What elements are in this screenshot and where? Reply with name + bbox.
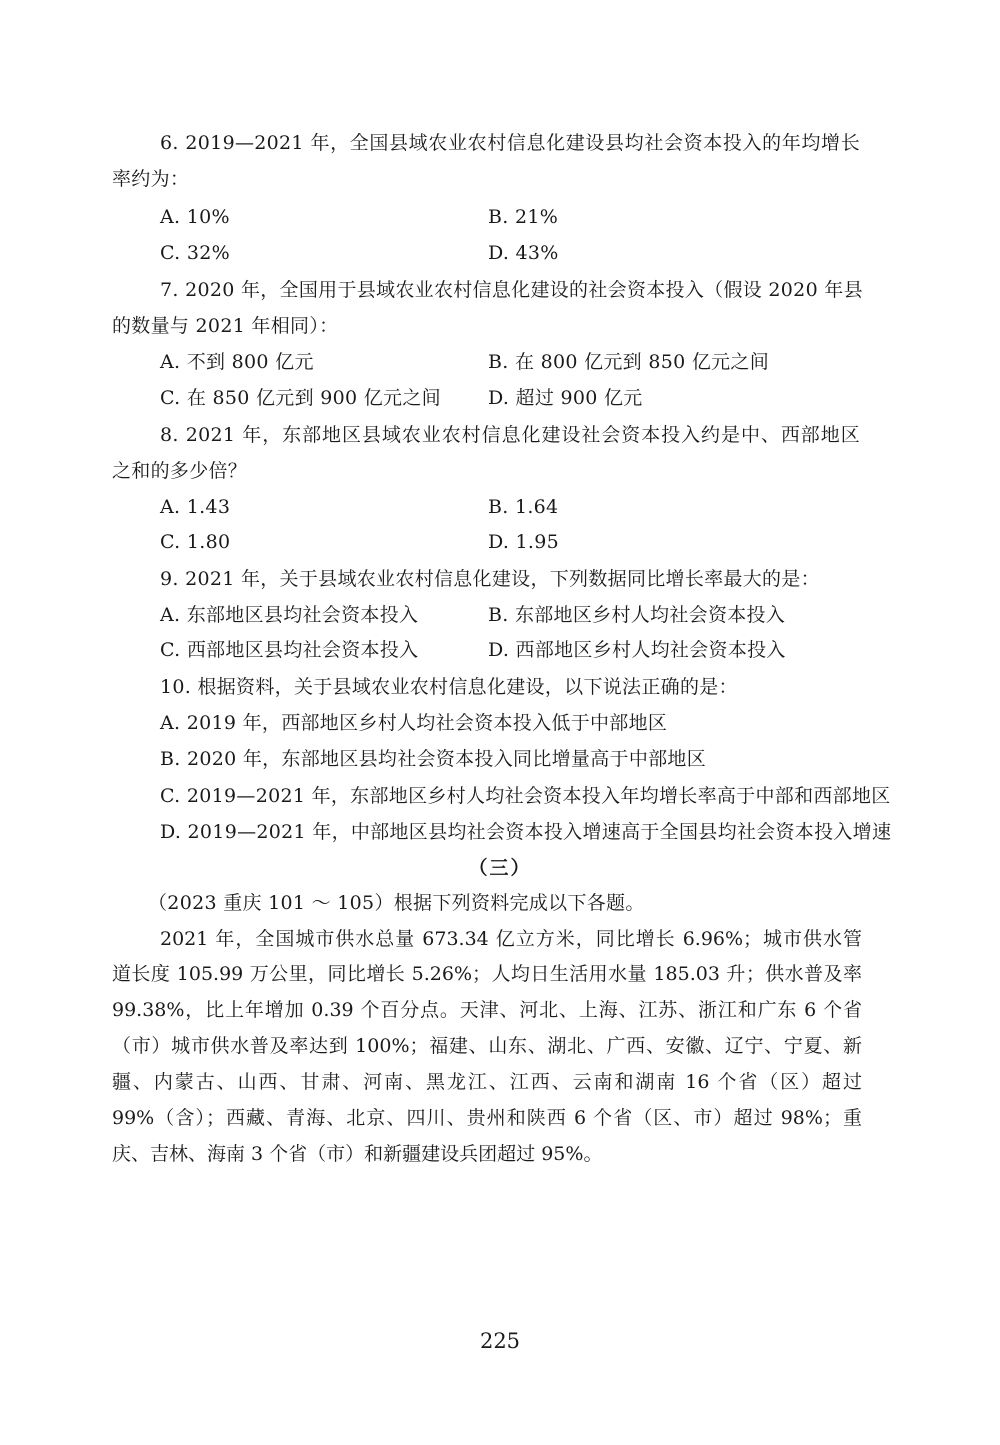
- q9-option-d: D. 西部地区乡村人均社会资本投入: [488, 639, 786, 661]
- q10-stem-line1: 10. 根据资料，关于县域农业农村信息化建设，以下说法正确的是：: [160, 676, 738, 698]
- paragraph-line: 2021 年，全国城市供水总量 673.34 亿立方米，同比增长 6.96%；城市供水管: [160, 928, 862, 950]
- q9-option-c: C. 西部地区县均社会资本投入: [160, 639, 419, 661]
- q7-stem-line1: 7. 2020 年，全国用于县域农业农村信息化建设的社会资本投入（假设 2020 年县: [160, 279, 863, 301]
- q6-option-d: D. 43%: [488, 242, 559, 264]
- q9-option-a: A. 东部地区县均社会资本投入: [160, 604, 419, 626]
- q8-stem-line1: 8. 2021 年，东部地区县域农业农村信息化建设社会资本投入约是中、西部地区: [160, 424, 860, 446]
- q7-option-b: B. 在 800 亿元到 850 亿元之间: [488, 351, 770, 373]
- q8-option-c: C. 1.80: [160, 531, 231, 553]
- q6-stem-line2: 率约为：: [112, 168, 190, 190]
- paragraph-line: 道长度 105.99 万公里，同比增长 5.26%；人均日生活用水量 185.03 升；供水普及率: [112, 963, 862, 985]
- section-title: （三）: [468, 857, 532, 879]
- q10-option-c: C. 2019—2021 年，东部地区乡村人均社会资本投入年均增长率高于中部和西部地区: [160, 785, 891, 807]
- paragraph-line: 疆、内蒙古、山西、甘肃、河南、黑龙江、江西、云南和湖南 16 个省（区）超过: [112, 1071, 862, 1093]
- q7-option-d: D. 超过 900 亿元: [488, 387, 643, 409]
- q8-option-a: A. 1.43: [160, 496, 231, 518]
- q10-option-b: B. 2020 年，东部地区县均社会资本投入同比增量高于中部地区: [160, 748, 707, 770]
- q6-option-c: C. 32%: [160, 242, 230, 264]
- q8-stem-line2: 之和的多少倍？: [112, 460, 248, 482]
- q9-stem-line1: 9. 2021 年，关于县域农业农村信息化建设，下列数据同比增长率最大的是：: [160, 568, 820, 590]
- paragraph-line: 庆、吉林、海南 3 个省（市）和新疆建设兵团超过 95%。: [112, 1143, 603, 1165]
- q6-option-b: B. 21%: [488, 206, 559, 228]
- q8-option-b: B. 1.64: [488, 496, 559, 518]
- q9-option-b: B. 东部地区乡村人均社会资本投入: [488, 604, 786, 626]
- q7-option-c: C. 在 850 亿元到 900 亿元之间: [160, 387, 441, 409]
- q10-option-d: D. 2019—2021 年，中部地区县均社会资本投入增速高于全国县均社会资本投入增速: [160, 821, 892, 843]
- paragraph-line: 99.38%，比上年增加 0.39 个百分点。天津、河北、上海、江苏、浙江和广东 6 个省: [112, 999, 862, 1021]
- page-number: 225: [479, 1329, 521, 1353]
- q7-option-a: A. 不到 800 亿元: [160, 351, 314, 373]
- q7-stem-line2: 的数量与 2021 年相同）：: [112, 315, 339, 337]
- q6-stem-line1: 6. 2019—2021 年，全国县域农业农村信息化建设县均社会资本投入的年均增长: [160, 132, 860, 154]
- paragraph-line: （市）城市供水普及率达到 100%；福建、山东、湖北、广西、安徽、辽宁、宁夏、新: [112, 1035, 862, 1057]
- q10-option-a: A. 2019 年，西部地区乡村人均社会资本投入低于中部地区: [160, 712, 668, 734]
- paragraph-line: 99%（含）；西藏、青海、北京、四川、贵州和陕西 6 个省（区、市）超过 98%；重: [112, 1107, 862, 1129]
- q8-option-d: D. 1.95: [488, 531, 560, 553]
- q6-option-a: A. 10%: [160, 206, 230, 228]
- section-intro: （2023 重庆 101 ～ 105）根据下列资料完成以下各题。: [148, 892, 645, 914]
